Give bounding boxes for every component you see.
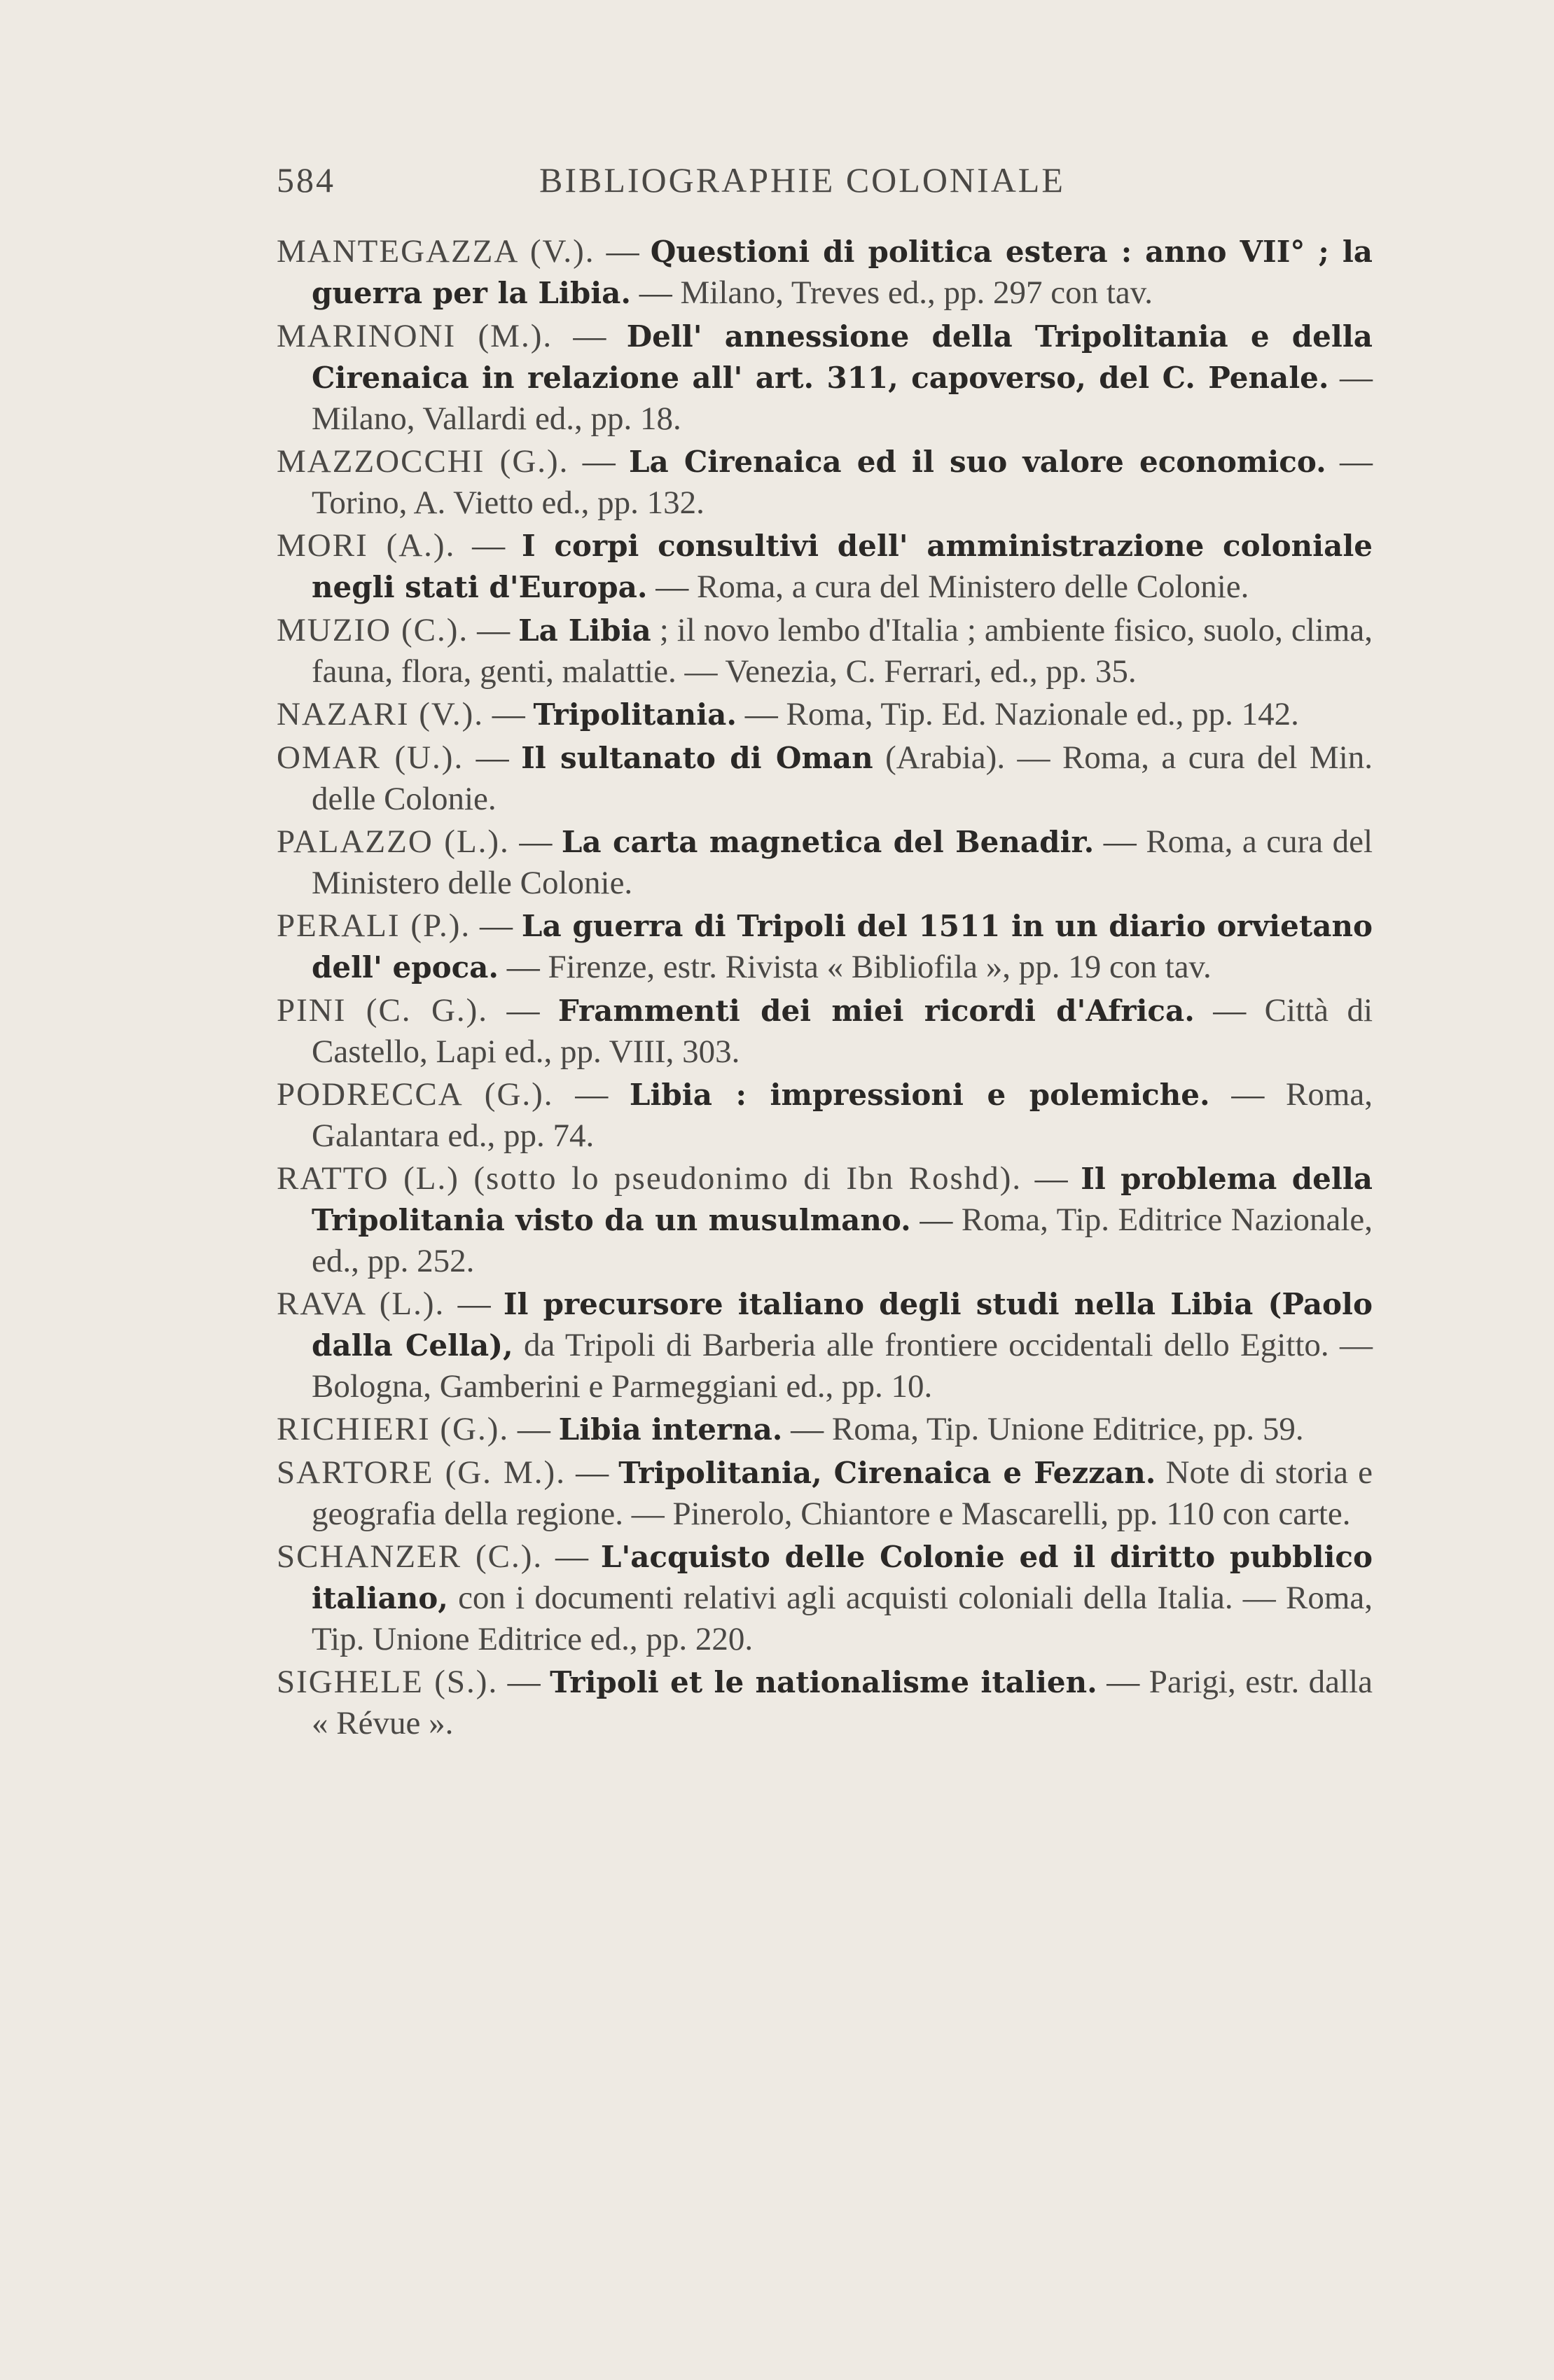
bibliography-entry-pini: PINI (C. G.). — Frammenti dei miei ricordi d'Africa. — Città di Castello, Lapi ed., pp. VIII, 303.: [277, 992, 1373, 1070]
bibliography-entry-mori: MORI (A.). — I corpi consultivi dell' amministrazione coloniale negli stati d'Europa. — Roma, a cura del Ministero delle Colonie.: [277, 527, 1373, 605]
entry-publication: da Tripoli di Barberia alle frontiere occidentali dello Egitto. — Bologna, Gamberini e Parmeggiani ed., pp. 10.: [312, 1327, 1373, 1405]
page-heading: BIBLIOGRAPHIE COLONIALE: [539, 160, 1065, 200]
entry-title: Frammenti dei miei ricordi d'Africa.: [557, 994, 1195, 1028]
bibliography-entry-nazari: NAZARI (V.). — Tripolitania. — Roma, Tip. Ed. Nazionale ed., pp. 142.: [277, 696, 1299, 732]
entry-author: MANTEGAZZA (V.).: [277, 233, 595, 270]
entry-title: La guerra di Tripoli del 1511 in un diario orvietano dell' epoca.: [312, 909, 1373, 984]
bibliography-entry-perali: PERALI (P.). — La guerra di Tripoli del 1511 in un diario orvietano dell' epoca. — Firenze, estr. Rivista « Bibliofila », pp. 19 con tav.: [277, 907, 1373, 985]
entry-author: MAZZOCCHI (G.).: [277, 443, 569, 480]
bibliography-entry-marinoni: MARINONI (M.). — Dell' annessione della Tripolitania e della Cirenaica in relazione all' art. 311, capoverso, del C. Penale. — Milano, Vallardi ed., pp. 18.: [277, 318, 1373, 437]
entry-publication: Roma, Tip. Unione Editrice, pp. 59.: [831, 1411, 1304, 1447]
entry-title: Tripolitania.: [533, 697, 737, 732]
entry-publication: con i documenti relativi agli acquisti coloniali della Italia. — Roma, Tip. Unione Editrice ed., pp. 220.: [312, 1580, 1373, 1657]
entry-title: La carta magnetica del Benadir.: [561, 825, 1095, 859]
entry-author: SIGHELE (S.).: [277, 1664, 499, 1700]
entry-author: PERALI (P.).: [277, 907, 471, 944]
bibliography-entry-mantegazza: MANTEGAZZA (V.). — Questioni di politica estera : anno VII° ; la guerra per la Libia. — Milano, Treves ed., pp. 297 con tav.: [277, 233, 1373, 311]
entry-author: NAZARI (V.).: [277, 696, 484, 732]
bibliography-entry-sighele: SIGHELE (S.). — Tripoli et le nationalisme italien. — Parigi, estr. dalla « Révue ».: [277, 1664, 1373, 1741]
page-number: 584: [277, 160, 335, 200]
entry-author: RATTO (L.) (sotto lo pseudonimo di Ibn Roshd).: [277, 1160, 1022, 1197]
entry-title: Libia : impressioni e polemiche.: [629, 1078, 1210, 1112]
entry-author: PINI (C. G.).: [277, 992, 489, 1029]
entry-publication: Roma, Galantara ed., pp. 74.: [312, 1076, 1373, 1154]
entry-title: I corpi consultivi dell' amministrazione coloniale negli stati d'Europa.: [312, 529, 1373, 604]
bibliography-entry-mazzocchi: MAZZOCCHI (G.). — La Cirenaica ed il suo valore economico. — Torino, A. Vietto ed., pp. 132.: [277, 443, 1373, 521]
entry-author: SCHANZER (C.).: [277, 1538, 543, 1575]
bibliography-entry-richieri: RICHIERI (G.). — Libia interna. — Roma, Tip. Unione Editrice, pp. 59.: [277, 1411, 1304, 1447]
running-head: [277, 160, 1138, 209]
entry-publication: Firenze, estr. Rivista « Bibliofila », pp. 19 con tav.: [548, 949, 1212, 985]
entry-title: L'acquisto delle Colonie ed il diritto pubblico italiano,: [312, 1540, 1373, 1615]
bibliography-list: [277, 231, 1373, 1746]
entry-publication: Roma, Tip. Editrice Nazionale, ed., pp. 252.: [312, 1202, 1373, 1279]
entry-publication: Roma, Tip. Ed. Nazionale ed., pp. 142.: [786, 696, 1299, 732]
entry-publication: Roma, a cura del Ministero delle Colonie.: [312, 823, 1373, 901]
entry-author: MORI (A.).: [277, 527, 456, 564]
bibliography-entry-sartore: SARTORE (G. M.). — Tripolitania, Cirenaica e Fezzan. Note di storia e geografia della regione. — Pinerolo, Chiantore e Mascarelli, pp. 110 con carte.: [277, 1454, 1373, 1532]
entry-title: La Cirenaica ed il suo valore economico.: [628, 445, 1326, 479]
entry-author: PALAZZO (L.).: [277, 823, 510, 860]
bibliography-entry-podrecca: PODRECCA (G.). — Libia : impressioni e polemiche. — Roma, Galantara ed., pp. 74.: [277, 1076, 1373, 1154]
entry-title: La Libia: [518, 613, 651, 648]
entry-title: Il sultanato di Oman: [521, 741, 873, 775]
entry-publication: ; il novo lembo d'Italia ; ambiente fisico, suolo, clima, fauna, flora, genti, malattie. — Venezia, C. Ferrari, ed., pp. 35.: [312, 612, 1373, 690]
entry-author: PODRECCA (G.).: [277, 1076, 554, 1113]
entry-author: MARINONI (M.).: [277, 318, 553, 354]
entry-publication: Città di Castello, Lapi ed., pp. VIII, 303.: [312, 992, 1373, 1070]
entry-title: Il problema della Tripolitania visto da un musulmano.: [312, 1162, 1373, 1237]
entry-author: SARTORE (G. M.).: [277, 1454, 566, 1491]
bibliography-entry-palazzo: PALAZZO (L.). — La carta magnetica del Benadir. — Roma, a cura del Ministero delle Colonie.: [277, 823, 1373, 901]
bibliography-entry-omar: OMAR (U.). — Il sultanato di Oman (Arabia). — Roma, a cura del Min. delle Colonie.: [277, 739, 1373, 817]
entry-title: Tripoli et le nationalisme italien.: [550, 1665, 1097, 1699]
entry-publication: Milano, Vallardi ed., pp. 18.: [312, 401, 681, 437]
entry-title: Dell' annessione della Tripolitania e della Cirenaica in relazione all' art. 311, capoverso, del C. Penale.: [312, 319, 1373, 395]
bibliography-entry-ratto: RATTO (L.) (sotto lo pseudonimo di Ibn Roshd). — Il problema della Tripolitania visto da un musulmano. — Roma, Tip. Editrice Nazionale, ed., pp. 252.: [277, 1160, 1373, 1279]
entry-author: MUZIO (C.).: [277, 612, 469, 648]
entry-title: Libia interna.: [558, 1412, 783, 1447]
entry-publication: Milano, Treves ed., pp. 297 con tav.: [680, 274, 1153, 311]
bibliography-entry-muzio: MUZIO (C.). — La Libia ; il novo lembo d'Italia ; ambiente fisico, suolo, clima, fauna, flora, genti, malattie. — Venezia, C. Ferrari, ed., pp. 35.: [277, 612, 1373, 690]
bibliography-entry-rava: RAVA (L.). — Il precursore italiano degli studi nella Libia (Paolo dalla Cella), da Tripoli di Barberia alle frontiere occidentali dello Egitto. — Bologna, Gamberini e Parmeggiani ed., pp. 10.: [277, 1286, 1373, 1405]
entry-author: RICHIERI (G.).: [277, 1411, 510, 1447]
entry-publication: (Arabia). — Roma, a cura del Min. delle Colonie.: [312, 739, 1373, 817]
entry-title: Questioni di politica estera : anno VII° ; la guerra per la Libia.: [312, 235, 1373, 310]
entry-title: Il precursore italiano degli studi nella Libia (Paolo dalla Cella),: [312, 1287, 1373, 1363]
entry-title: Tripolitania, Cirenaica e Fezzan.: [618, 1456, 1156, 1490]
bibliography-entry-schanzer: SCHANZER (C.). — L'acquisto delle Colonie ed il diritto pubblico italiano, con i documenti relativi agli acquisti coloniali della Italia. — Roma, Tip. Unione Editrice ed., pp. 220.: [277, 1538, 1373, 1657]
entry-publication: Torino, A. Vietto ed., pp. 132.: [312, 485, 705, 521]
entry-publication: Roma, a cura del Ministero delle Colonie.: [697, 569, 1249, 605]
entry-publication: Parigi, estr. dalla « Révue ».: [312, 1664, 1373, 1741]
entry-author: OMAR (U.).: [277, 739, 464, 776]
entry-author: RAVA (L.).: [277, 1286, 445, 1322]
entry-publication: Note di storia e geografia della regione. — Pinerolo, Chiantore e Mascarelli, pp. 110 con carte.: [312, 1454, 1373, 1532]
